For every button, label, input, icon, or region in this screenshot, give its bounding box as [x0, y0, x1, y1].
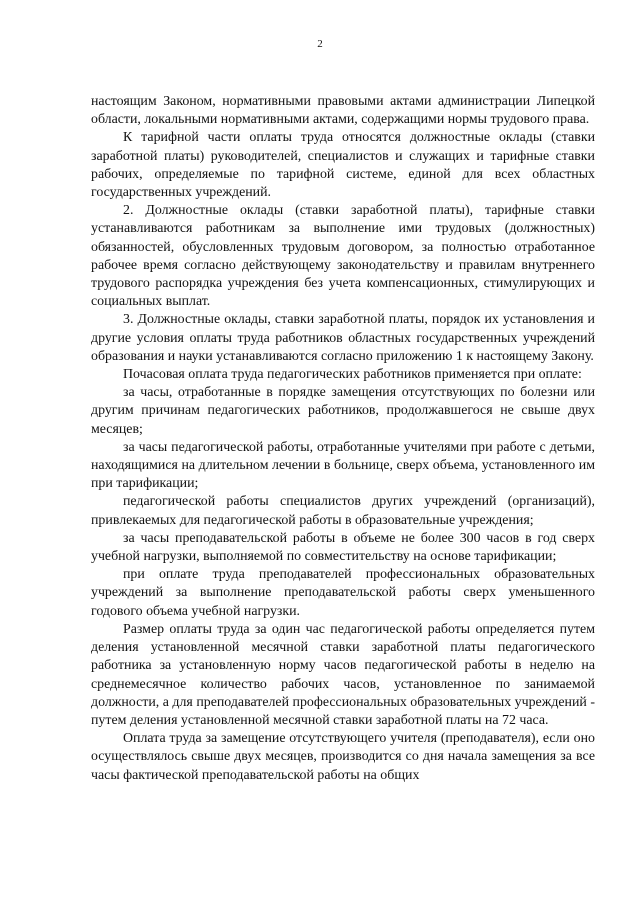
- list-item-hospital-teaching: за часы педагогической работы, отработанные учителями при работе с детьми, находящимися на длительном лечении в больнице, сверх объема, установленного им при тарификации;: [91, 439, 595, 492]
- list-item-substitution-hours: за часы, отработанные в порядке замещения отсутствующих по болезни или другим причинам педагогических работников, продолжавшегося не свыше двух месяцев;: [91, 385, 595, 437]
- paragraph-continuation: настоящим Законом, нормативными правовыми актами администрации Липецкой области, локальными нормативными актами, содержащими нормы трудового права.: [91, 94, 595, 128]
- paragraph-clause-3: 3. Должностные оклады, ставки заработной платы, порядок их установления и другие условия оплаты труда работников областных государственных учреждений образования и науки устанавливаются согласно приложению 1 к настоящему Закону.: [91, 312, 595, 364]
- paragraph-tariff-part: К тарифной части оплаты труда относятся должностные оклады (ставки заработной платы) руководителей, специалистов и служащих и тарифные ставки рабочих, определяемые по тарифной системе, единой для всех областных государственных учреждений.: [91, 130, 595, 201]
- list-item-vocational-teachers: при оплате труда преподавателей профессиональных образовательных учреждений за выполнение преподавательской работы сверх уменьшенного годового объема учебной нагрузки.: [91, 567, 595, 619]
- paragraph-hourly-pay: Почасовая оплата труда педагогических работников применяется при оплате:: [123, 367, 582, 383]
- list-item-external-specialists: педагогической работы специалистов других учреждений (организаций), привлекаемых для педагогической работы в образовательные учреждения;: [91, 494, 595, 528]
- paragraph-hourly-rate: Размер оплаты труда за один час педагогической работы определяется путем деления установленной месячной ставки заработной платы педагогического работника за установленную норму часов педагогической работы в неделю на среднемесячное количество рабочих часов, установленное по занимаемой должности, а для преподавателей профессиональных образовательных учреждений - путем деления установленной месячной ставки заработной платы на 72 часа.: [91, 621, 595, 728]
- paragraph-substitution-pay: Оплата труда за замещение отсутствующего учителя (преподавателя), если оно осуществлялось свыше двух месяцев, производится со дня начала замещения за все часы фактической преподавательской работы на общих: [91, 731, 595, 783]
- page-number: 2: [317, 38, 323, 50]
- paragraph-clause-2: 2. Должностные оклады (ставки заработной платы), тарифные ставки устанавливаются работникам за выполнение ими трудовых (должностных) обязанностей, обусловленных трудовым договором, за полностью отработанное рабочее время согласно действующему законодательству и правилам внутреннего трудового распорядка учреждения без учета компенсационных, стимулирующих и социальных выплат.: [91, 203, 595, 310]
- list-item-300-hours: за часы преподавательской работы в объеме не более 300 часов в год сверх учебной нагрузки, выполняемой по совместительству на основе тарификации;: [91, 530, 595, 565]
- document-body: [91, 93, 595, 785]
